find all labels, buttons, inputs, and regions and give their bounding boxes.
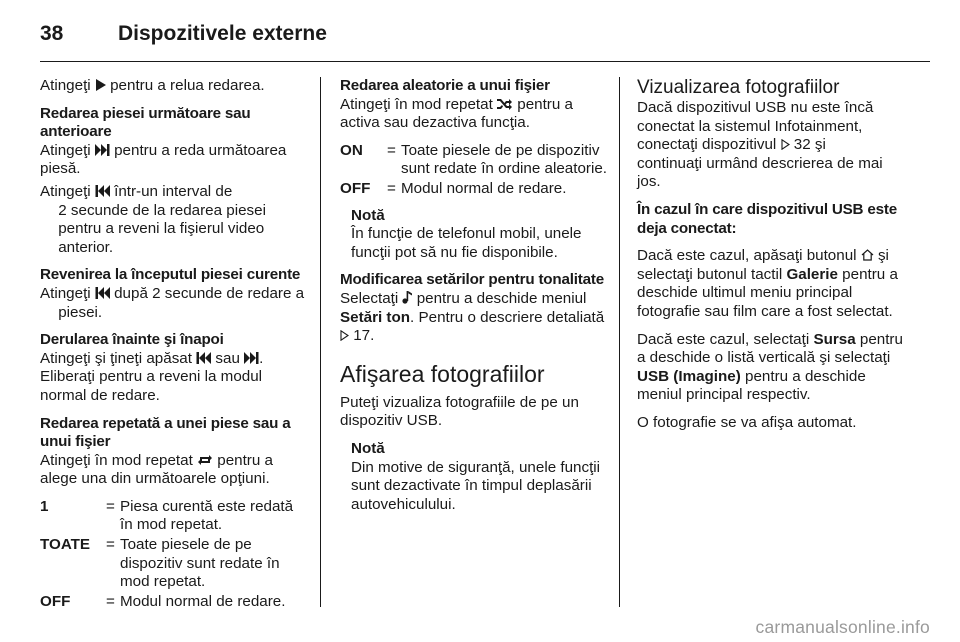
section-title: Derularea înainte şi înapoi	[40, 331, 224, 349]
shuffle-options-list	[340, 142, 608, 199]
section-title: Modificarea setărilor pentru tonalitate	[340, 271, 604, 289]
paragraph: Dacă este cazul, apăsaţi butonul şi selectaţi butonul tactil Galerie pentru a deschide ultimul meniu principal fotografie sau film care a fost selectat.	[637, 247, 898, 320]
section-title: Redarea aleatorie a unui fişier	[340, 77, 550, 94]
list-item: ON = Toate piesele de pe dispozitiv sunt redate în ordine aleatorie.	[340, 141, 608, 178]
note-title: Notă	[351, 206, 385, 224]
column-divider	[619, 77, 620, 607]
home-icon	[861, 249, 874, 261]
previous-track-icon	[95, 185, 110, 197]
page-number: 38	[40, 22, 64, 45]
watermark: carmanualsonline.info	[755, 617, 930, 637]
note-box	[340, 207, 608, 263]
next-track-icon	[244, 352, 259, 364]
section-restart-track: Revenirea la începutul piesei curente Atingeţi după 2 secunde de redare a piesei.	[40, 266, 308, 322]
page-ref-icon	[781, 139, 790, 150]
tone-icon	[402, 291, 412, 304]
list-item: OFF = Modul normal de redare.	[340, 179, 567, 197]
previous-track-icon	[95, 287, 110, 299]
paragraph: Dacă este cazul, selectaţi Sursa pentru a deschide o listă verticală şi selectaţi USB (Imagine) pentru a deschide meniul principal respectiv.	[637, 330, 903, 404]
section-title: Revenirea la începutul piesei curente	[40, 266, 301, 284]
section-title: Redarea repetată a unei piese sau a unui fişier	[40, 414, 291, 451]
section-title: În cazul în care dispozitivul USB este deja conectat:	[637, 200, 897, 237]
section-next-previous: Redarea piesei următoare sau anterioare Atingeţi pentru a reda următoarea piesă. Atingeţi într-un interval de 2 secunde de la redarea piesei pentru a reveni la fişierul video anterior.	[40, 105, 308, 258]
repeat-options-list	[40, 498, 308, 612]
column-divider	[320, 77, 321, 607]
previous-track-icon	[196, 352, 211, 364]
section-repeat: Redarea repetată a unei piese sau a unui fişier Atingeţi în mod repetat pentru a alege una din următoarele opţiuni.	[40, 415, 308, 489]
section-tone-settings: Modificarea setărilor pentru tonalitate Selectaţi pentru a deschide meniul Setări ton. Pentru o descriere detaliată 17.	[340, 271, 608, 345]
header-rule	[40, 61, 930, 62]
list-item: TOATE = Toate piesele de pe dispozitiv sunt redate în mod repetat.	[40, 536, 280, 591]
section-title: Redarea piesei următoare sau anterioare	[40, 104, 251, 141]
page-ref-icon	[340, 330, 349, 341]
paragraph: Dacă dispozitivul USB nu este încă conectat la sistemul Infotainment, conectaţi dispozitivul 32 şi continuaţi urmând descrierea de mai jos.	[637, 99, 883, 191]
play-icon	[95, 79, 106, 91]
section-fast-forward-rewind: Derularea înainte şi înapoi Atingeţi şi ţineţi apăsat sau . Eliberaţi pentru a reveni la modul normal de redare.	[40, 331, 308, 405]
section-usb-connected	[637, 201, 909, 238]
list-item: OFF = Modul normal de redare.	[40, 592, 286, 610]
column-1	[40, 77, 308, 619]
shuffle-icon	[497, 98, 513, 110]
paragraph: O fotografie se va afişa automat.	[637, 413, 857, 431]
note-title: Notă	[351, 439, 385, 457]
section-heading: Afişarea fotografiilor	[340, 360, 545, 387]
repeat-icon	[197, 454, 213, 466]
note-text: Din motive de siguranţă, unele funcţii sunt dezactivate în timpul deplasării autovehiculului.	[351, 458, 601, 513]
page-header	[40, 22, 327, 52]
note-text: În funcţie de telefonul mobil, unele funcţii pot să nu fie disponibile.	[351, 225, 582, 261]
column-3	[637, 77, 909, 442]
note-box	[340, 440, 608, 514]
paragraph: Puteţi vizualiza fotografiile de pe un dispozitiv USB.	[340, 393, 579, 430]
page-title: Dispozitivele externe	[118, 22, 327, 45]
paragraph: Atingeţi pentru a relua redarea.	[40, 77, 265, 94]
next-track-icon	[95, 144, 110, 156]
column-2	[340, 77, 608, 523]
subsection-heading: Vizualizarea fotografiilor	[637, 77, 840, 98]
list-item: 1 = Piesa curentă este redată în mod repetat.	[40, 497, 294, 534]
section-shuffle: Redarea aleatorie a unui fişier Atingeţi în mod repetat pentru a activa sau dezactiva funcţia.	[340, 77, 608, 133]
